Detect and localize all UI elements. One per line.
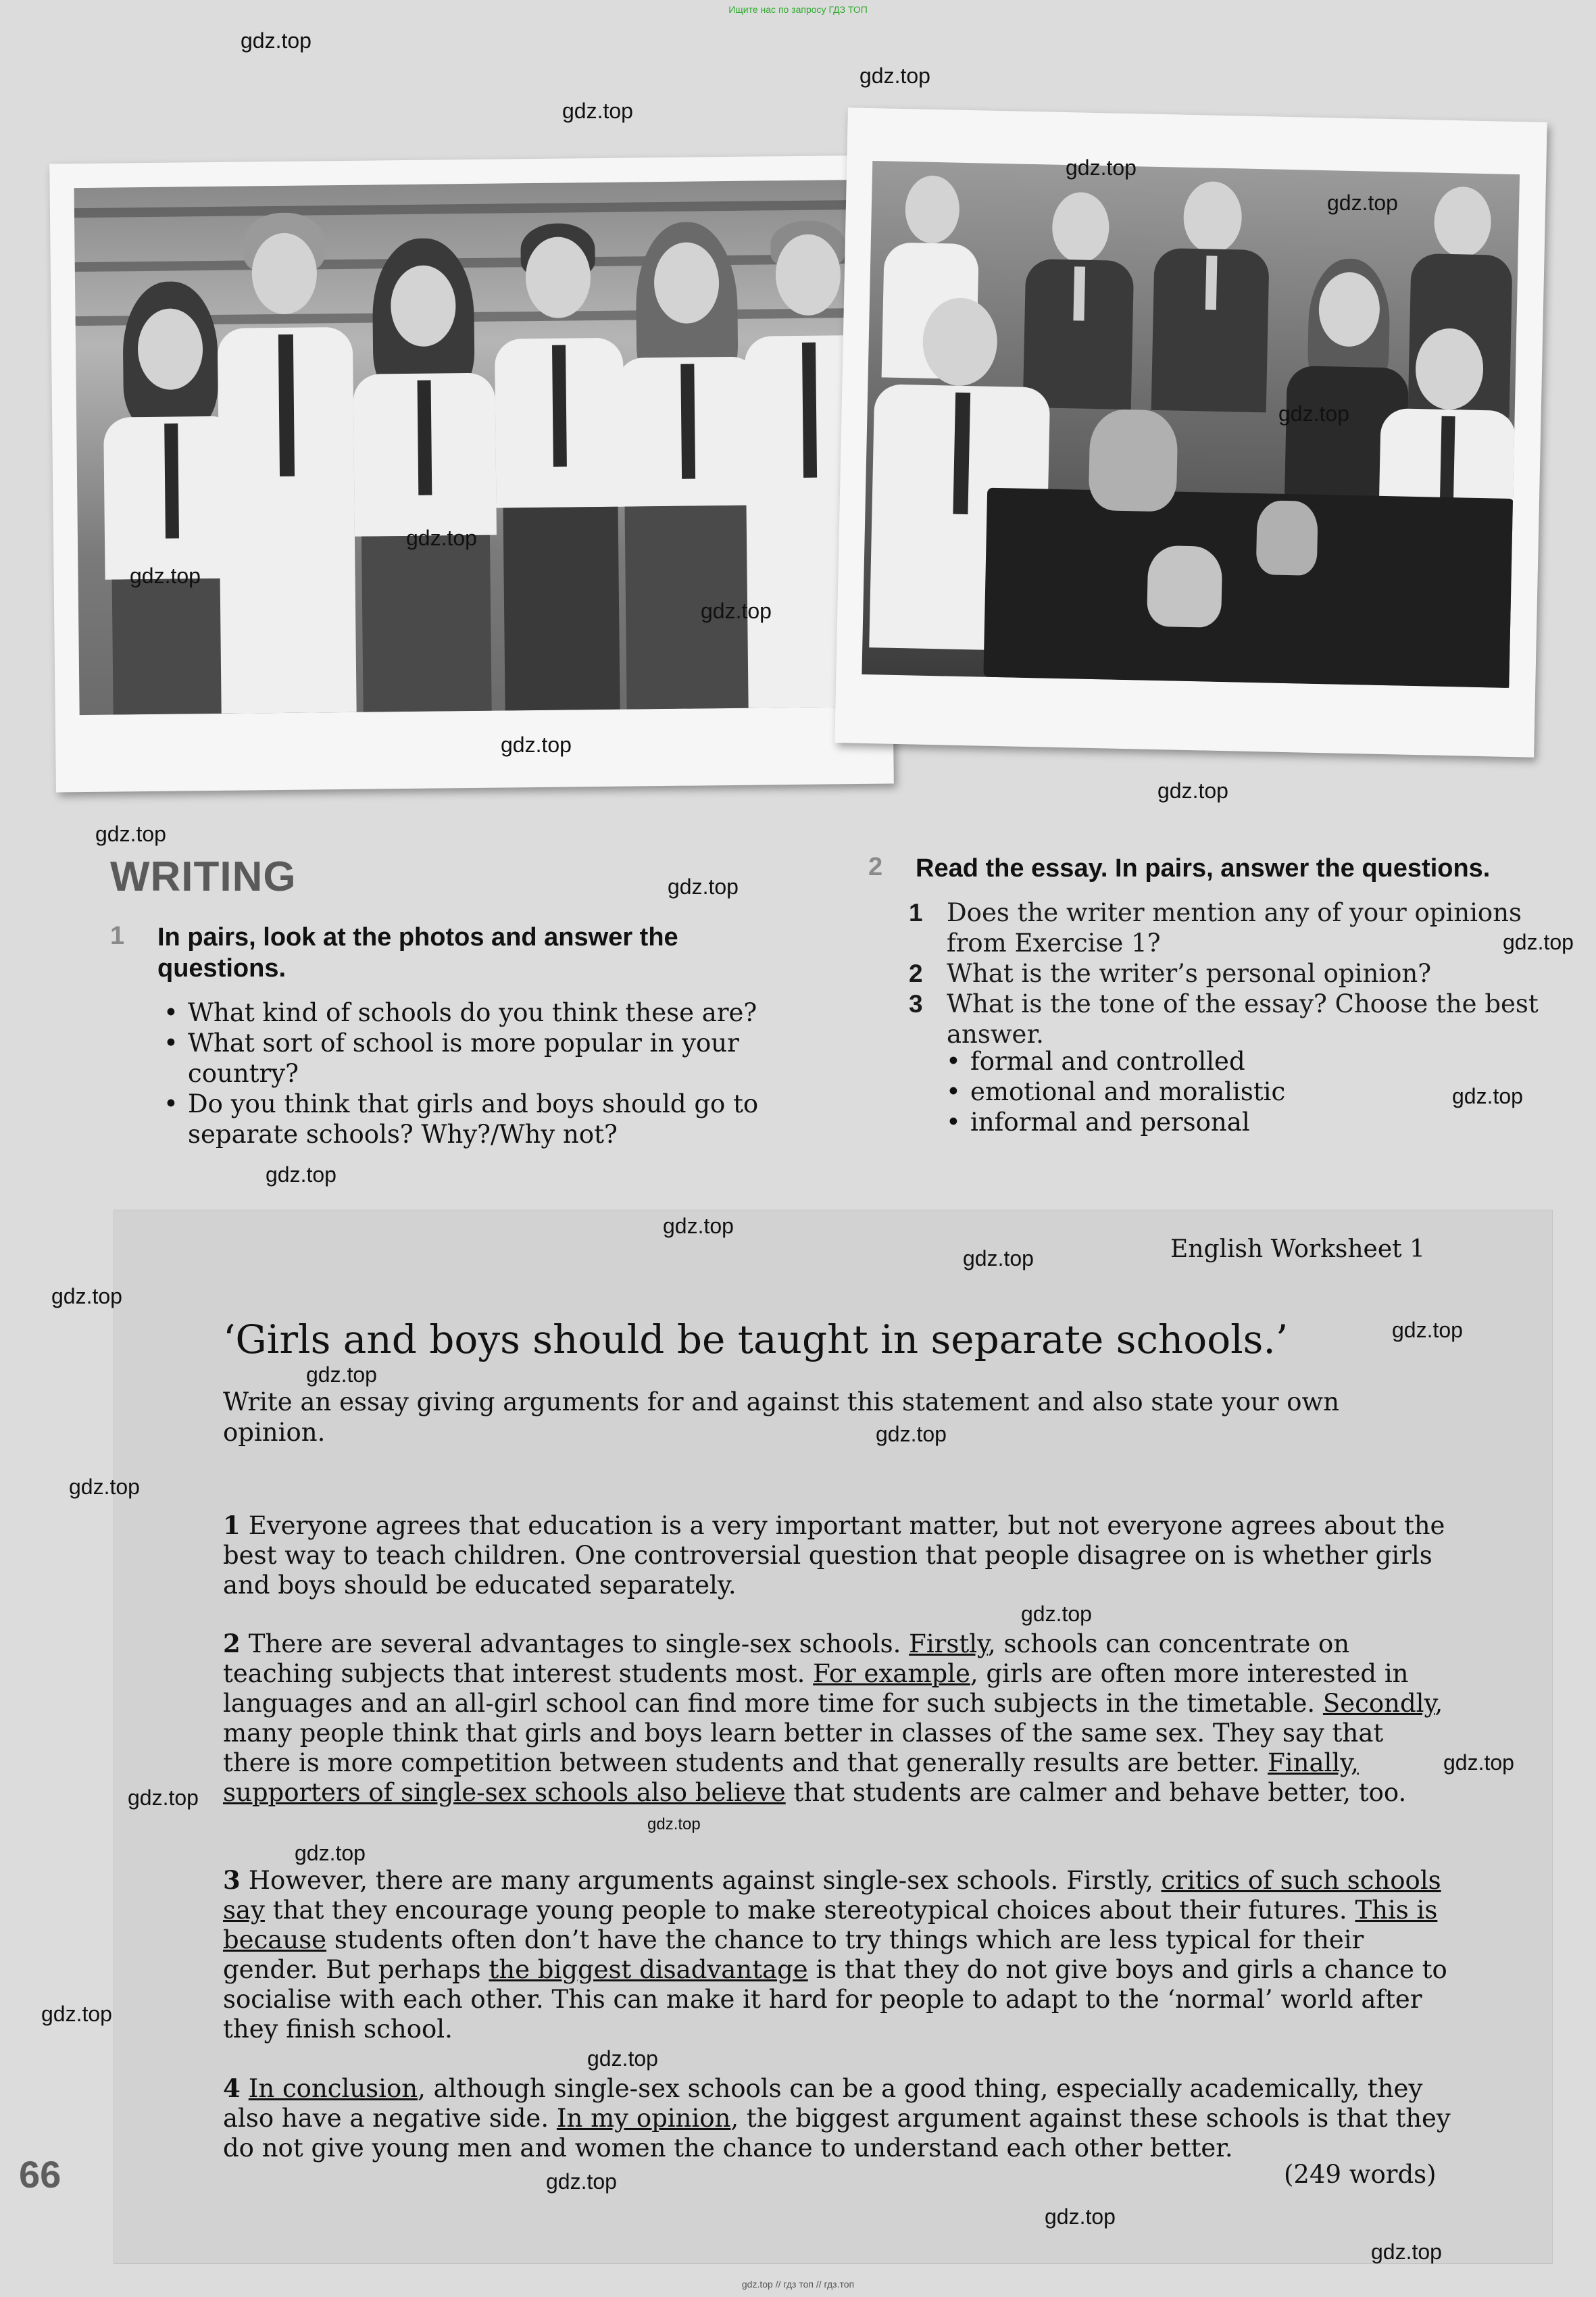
linker-phrase: Secondly (1322, 1689, 1435, 1718)
watermark: gdz.top (41, 2002, 112, 2026)
watermark: gdz.top (51, 1284, 122, 1308)
watermark: gdz.top (406, 526, 477, 550)
page-number: 66 (19, 2153, 61, 2196)
list-item: • Do you think that girls and boys should go to separate schools? Why?/Why not? (164, 1089, 812, 1150)
watermark: gdz.top (95, 822, 166, 846)
watermark: gdz.top (1503, 930, 1574, 954)
linker-phrase: In my opinion (556, 2104, 731, 2133)
list-item (909, 989, 1571, 1049)
students-pottery-image (862, 161, 1520, 688)
watermark: gdz.top (1327, 191, 1398, 215)
photo-students-pottery (834, 107, 1547, 757)
linker-phrase: In conclusion (248, 2074, 418, 2103)
watermark: gdz.top (1278, 401, 1349, 426)
exercise-2-questions (909, 897, 1571, 1049)
essay-paragraph-3 (223, 1865, 1453, 2044)
watermark: gdz.top (1392, 1318, 1463, 1342)
question-number: 1 (909, 899, 923, 927)
watermark: gdz.top (1157, 779, 1228, 803)
watermark: gdz.top (876, 1422, 947, 1446)
paragraph-text: is that they do not give boys and girls a chance to socialise with each other. This can make it hard for people to adapt to the ‘normal’ world after they finish school. (223, 1955, 1447, 2044)
watermark: gdz.top (306, 1362, 377, 1387)
essay-paragraph-4 (223, 2073, 1453, 2163)
watermark: gdz.top (1021, 1602, 1092, 1626)
question-text: What is the tone of the essay? Choose the best answer. (947, 989, 1539, 1049)
footer-note: gdz.top // гдз топ // гдз.топ (741, 2279, 855, 2290)
watermark: gdz.top (1443, 1750, 1514, 1775)
paragraph-text: , although single-sex schools can be a good thing, especially academically, they also have a negative side. (223, 2074, 1423, 2133)
watermark: gdz.top (859, 64, 930, 88)
tone-options (946, 1046, 1487, 1137)
watermark: gdz.top (546, 2169, 617, 2194)
exercise-1-questions (164, 997, 812, 1150)
worksheet-label: English Worksheet 1 (1170, 1235, 1425, 1263)
exercise-2 (868, 853, 1557, 884)
list-item: • informal and personal (946, 1107, 1487, 1137)
watermark: gdz.top (701, 599, 772, 623)
watermark: gdz.top (668, 874, 739, 899)
linker-phrase: Finally, supporters of single-sex schools also believe (223, 1748, 1359, 1807)
watermark: gdz.top (1045, 2204, 1116, 2229)
watermark: gdz.top (663, 1214, 734, 1238)
linker-phrase: the biggest disadvantage (489, 1955, 808, 1984)
exercise-2-number: 2 (868, 853, 883, 881)
watermark: gdz.top (128, 1785, 199, 1810)
paragraph-text: that they encourage young people to make stereotypical choices about their futures. (264, 1896, 1355, 1925)
watermark: gdz.top (130, 564, 201, 588)
linker-phrase: This is because (223, 1896, 1438, 1954)
question-text: What is the writer’s personal opinion? (947, 959, 1432, 988)
watermark: gdz.top (562, 99, 633, 123)
watermark: gdz.top (69, 1475, 140, 1499)
list-item: • What kind of schools do you think these are? (164, 997, 812, 1028)
exercise-1 (110, 922, 813, 984)
watermark: gdz.top (295, 1841, 366, 1865)
word-count: (249 words) (1284, 2160, 1437, 2189)
exercise-2-instruction: Read the essay. In pairs, answer the questions. (916, 854, 1491, 883)
paragraph-text: , schools can concentrate on teaching subjects that interest students most. (223, 1629, 1350, 1688)
watermark: gdz.top (587, 2046, 658, 2071)
watermark: gdz.top (241, 28, 311, 53)
watermark: gdz.top (1371, 2240, 1442, 2264)
list-item: • formal and controlled (946, 1046, 1487, 1077)
linker-phrase: Firstly (909, 1629, 989, 1658)
essay-paragraph-1 (223, 1510, 1453, 1600)
paragraph-text: , girls are often more interested in languages and an all-girl school can find more time for such subjects in the timetable. (223, 1659, 1409, 1718)
exercise-1-number: 1 (110, 922, 125, 950)
paragraph-text: , many people think that girls and boys learn better in classes of the same sex. They say that there is more competition between students and that generally results are better. (223, 1689, 1443, 1777)
top-banner: Ищите нас по запросу ГДЗ ТОП (728, 4, 868, 15)
paragraph-text: However, there are many arguments against single-sex schools. Firstly, (248, 1866, 1162, 1895)
worksheet-title: ‘Girls and boys should be taught in separate schools.’ (223, 1316, 1289, 1362)
list-item: • emotional and moralistic (946, 1077, 1487, 1107)
paragraph-text: , the biggest argument against these schools is that they do not give young men and women the chance to understand each other better. (223, 2104, 1451, 2163)
students-library-image (74, 180, 866, 715)
watermark: gdz.top (266, 1162, 336, 1187)
list-item (909, 897, 1571, 958)
question-number: 2 (909, 960, 923, 987)
essay-paragraph-2 (223, 1629, 1453, 1808)
paragraph-text: students often don’t have the chance to try things which are less typical for their gender. But perhaps (223, 1925, 1364, 1984)
question-text: Does the writer mention any of your opinions from Exercise 1? (947, 898, 1522, 958)
watermark: gdz.top (1452, 1084, 1523, 1108)
list-item (909, 958, 1571, 989)
paragraph-text: There are several advantages to single-sex schools. (248, 1629, 909, 1658)
photo-students-library (49, 155, 894, 793)
watermark: gdz.top (1066, 155, 1137, 180)
list-item: • What sort of school is more popular in your country? (164, 1028, 812, 1089)
linker-phrase: critics of such schools say (223, 1866, 1441, 1925)
exercise-1-instruction: In pairs, look at the photos and answer the questions. (157, 923, 678, 983)
linker-phrase: For example (813, 1659, 970, 1688)
worksheet-task: Write an essay giving arguments for and against this statement and also state your own opinion. (223, 1387, 1340, 1447)
paragraph-text: Everyone agrees that education is a very important matter, but not everyone agrees about the best way to teach children. One controversial question that people disagree on is whether girls and boys should be educated separately. (223, 1511, 1445, 1600)
paragraph-number: 1 (223, 1510, 241, 1540)
paragraph-number: 2 (223, 1629, 241, 1658)
paragraph-number: 3 (223, 1865, 241, 1895)
paragraph-text: that students are calmer and behave better, too. (785, 1778, 1407, 1807)
watermark: gdz.top (501, 733, 572, 757)
question-number: 3 (909, 990, 923, 1018)
section-title-writing: WRITING (110, 854, 297, 900)
paragraph-number: 4 (223, 2073, 241, 2103)
watermark: gdz.top (963, 1246, 1034, 1270)
watermark: gdz.top (647, 1815, 701, 1833)
